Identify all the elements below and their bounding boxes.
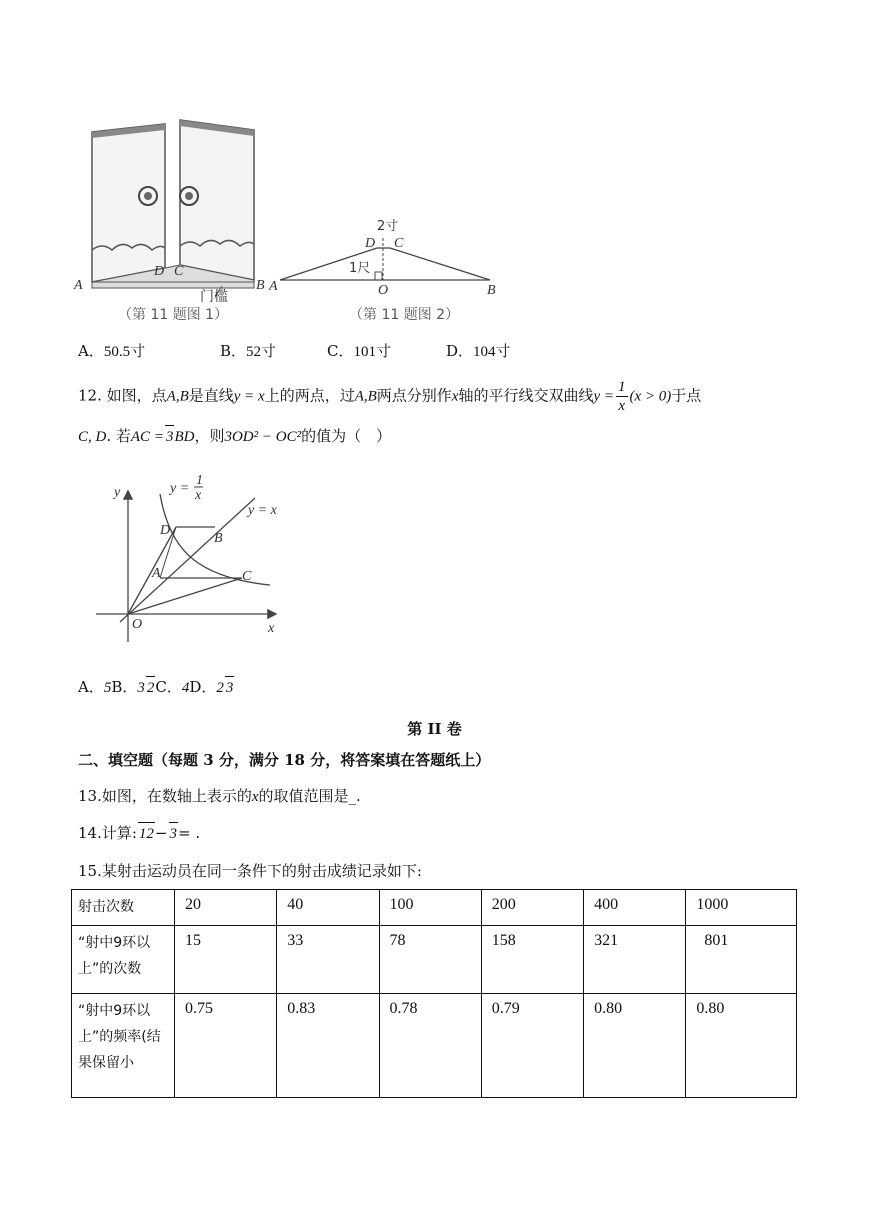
table-cell: 40 (277, 890, 379, 926)
figure-11-caption-1: （第 11 题图 1） (118, 307, 229, 323)
graph-label-curve: y = (170, 481, 190, 496)
q11-option-c: C．101寸 (327, 342, 391, 360)
table-cell: 15 (175, 926, 277, 994)
graph-label-y: y (114, 485, 121, 500)
table-cell: 801 (686, 926, 797, 994)
table-row (72, 994, 797, 1098)
graph-label-x: x (268, 621, 275, 636)
table-cell: 158 (481, 926, 583, 994)
row-head-shots: 射击次数 (72, 890, 175, 926)
graph-label-c: C (242, 569, 252, 584)
label-c2: C (394, 236, 404, 251)
table-cell: 1000 (686, 890, 797, 926)
table-cell: 0.80 (686, 994, 797, 1098)
label-one-chi: 1尺 (349, 261, 371, 276)
table-cell: 0.79 (481, 994, 583, 1098)
figure-11-triangle (265, 210, 510, 300)
table-cell: 321 (584, 926, 686, 994)
table-cell: 200 (481, 890, 583, 926)
label-o2: O (378, 283, 389, 298)
label-d: D (154, 264, 165, 279)
graph-label-line: y = x (248, 503, 277, 518)
table-cell: 0.83 (277, 994, 379, 1098)
table-cell: 0.78 (379, 994, 481, 1098)
q12-options: A．5B．3 2C．4D．2 3 (78, 676, 234, 699)
label-d2: D (365, 236, 376, 251)
label-b: B (256, 278, 265, 293)
label-c: C (174, 264, 184, 279)
table-cell: 100 (379, 890, 481, 926)
q11-option-b: B．52寸 (220, 342, 277, 360)
table-cell: 78 (379, 926, 481, 994)
table-cell: 20 (175, 890, 277, 926)
graph-label-a: A (152, 566, 161, 581)
q11-option-a: A．50.5寸 (78, 342, 146, 360)
q12-line-2: C, D. 若AC = 3BD，则3OD² − OC²的值为（ ） (78, 425, 391, 448)
table-cell: 0.80 (584, 994, 686, 1098)
score-table (71, 889, 797, 1098)
row-head-hits: “射中9环以上”的次数 (72, 926, 175, 994)
graph-label-d: D (160, 523, 171, 538)
q15-intro: 15.某射击运动员在同一条件下的射击成绩记录如下: (78, 862, 422, 880)
table-cell: 33 (277, 926, 379, 994)
graph-label-b: B (214, 531, 223, 546)
table-row (72, 890, 797, 926)
q11-option-d: D．104寸 (446, 342, 511, 360)
label-a: A (74, 278, 83, 293)
volume-title: 第 II 卷 (407, 720, 462, 738)
graph-label-curve-num: 1 (196, 473, 203, 488)
q13: 13.如图，在数轴上表示的x的取值范围是_. (78, 787, 361, 805)
threshold-label: 门槛 (200, 289, 228, 305)
figure-11-doors (70, 110, 270, 330)
table-cell: 0.75 (175, 994, 277, 1098)
table-row (72, 926, 797, 994)
figure-11-caption-2: （第 11 题图 2） (349, 307, 460, 323)
table-cell: 400 (584, 890, 686, 926)
row-head-freq: “射中9环以上”的频率(结果保留小 (72, 994, 175, 1098)
graph-label-o: O (132, 617, 143, 632)
q14: 14.计算: 12− 3= . (78, 822, 200, 845)
q12-line-1: 12. 如图，点A,B是直线y = x上的两点，过A,B两点分别作x轴的平行线交双曲线y = $\frac{1}{x}$ (x > 0)于点 (78, 379, 702, 414)
q12-graph (90, 470, 290, 650)
graph-label-curve-den: x (195, 488, 202, 503)
label-a2: A (269, 279, 278, 294)
label-b2: B (487, 283, 496, 298)
section-heading: 二、填空题（每题 3 分，满分 18 分，将答案填在答题纸上） (78, 751, 491, 769)
label-two-cun: 2寸 (377, 219, 399, 234)
